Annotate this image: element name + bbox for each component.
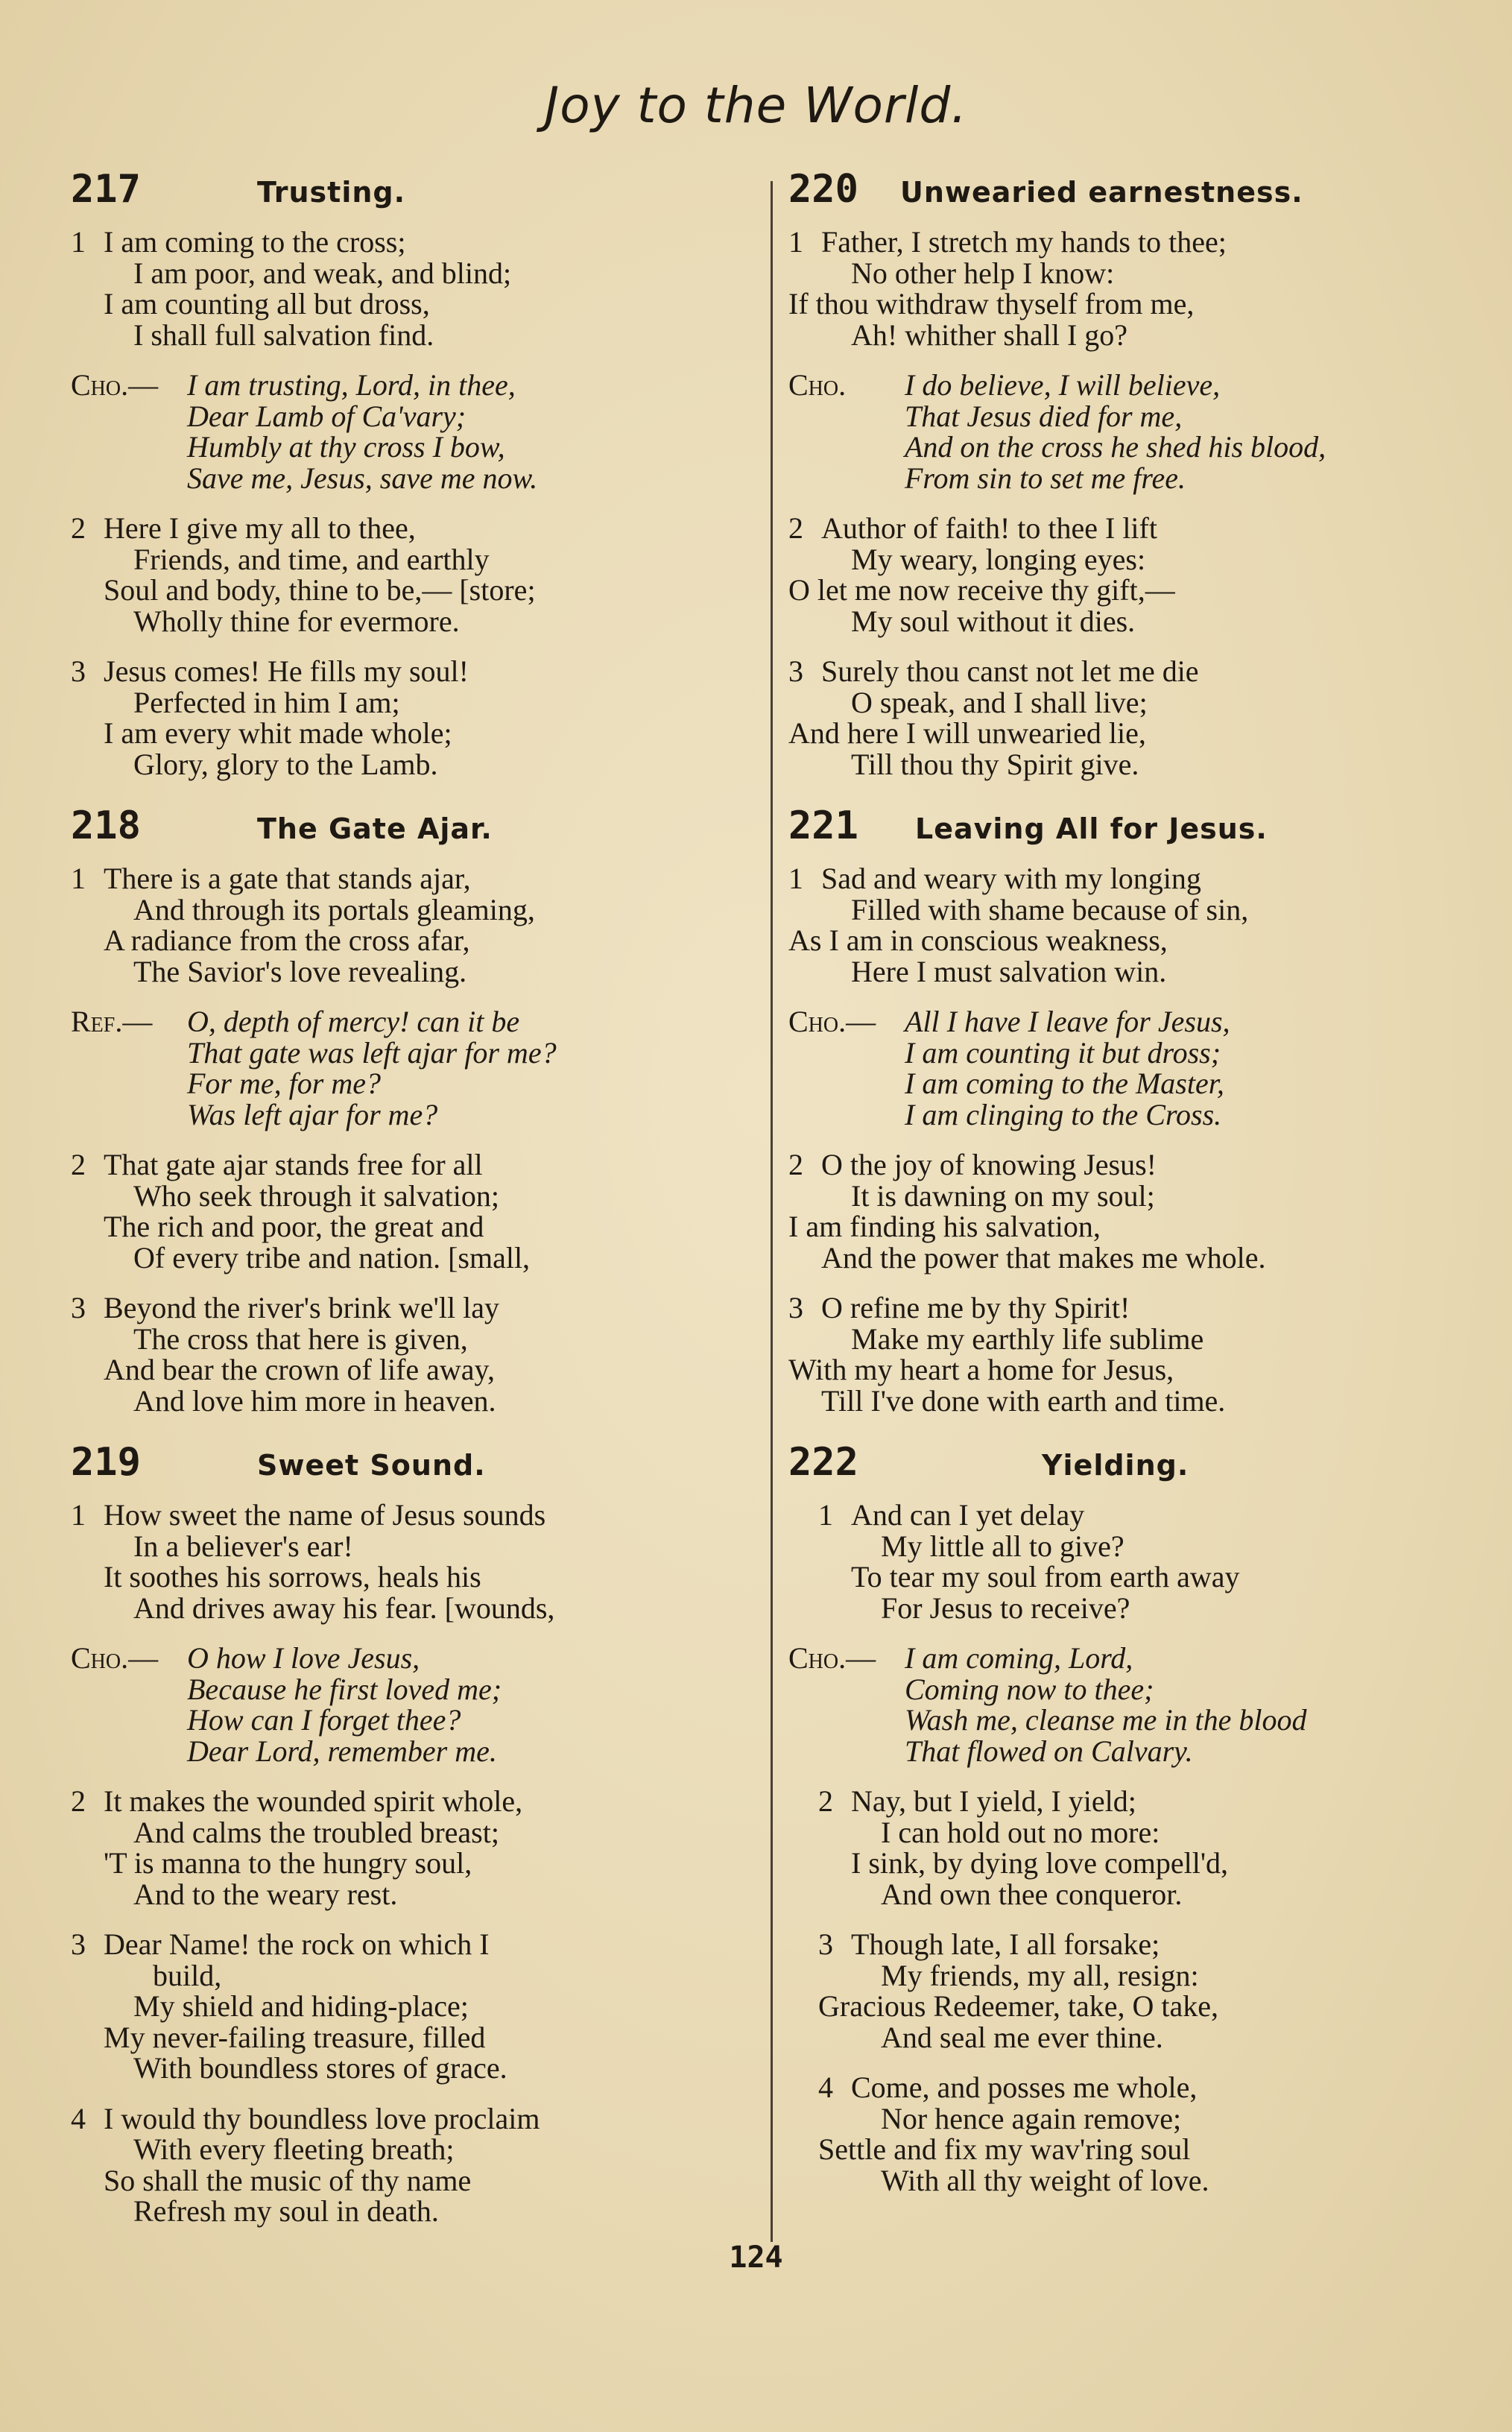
line-text: That gate ajar stands free for all [104, 1148, 483, 1181]
verse-line: Till I've done with earth and time. [821, 1383, 1226, 1418]
verse-line: How can I forget thee? [187, 1703, 461, 1737]
verse-line: And drives away his fear. [wounds, [133, 1591, 555, 1625]
verse-line: So shall the music of thy name [104, 2163, 472, 2197]
verse-line: My friends, my all, resign: [881, 1958, 1199, 1992]
line-text: O, depth of mercy! can it be [187, 1005, 520, 1038]
hymn-220 [788, 162, 1463, 780]
verse-line: That Jesus died for me, [905, 399, 1183, 433]
stanza-number: 1 [788, 225, 803, 259]
verse-line [788, 513, 1463, 544]
hymn-221 [788, 799, 1463, 1416]
hymn-number: 218 [71, 803, 141, 848]
chorus-label: Cho.— [71, 368, 159, 402]
stanza-1 [71, 863, 745, 987]
verse-line [71, 863, 745, 894]
verse-line: My never-failing treasure, filled [104, 2020, 486, 2054]
line-text: Nay, but I yield, I yield; [851, 1784, 1136, 1818]
verse-line: Wash me, cleanse me in the blood [905, 1703, 1307, 1737]
verse-line: I shall full salvation find. [133, 318, 434, 352]
verse-line: I am finding his salvation, [788, 1210, 1101, 1243]
hymn-header [71, 799, 745, 853]
line-text: Surely thou canst not let me die [821, 654, 1199, 688]
hymn-title: Yielding. [1042, 1449, 1189, 1482]
hymn-217 [71, 162, 745, 780]
line-text: Jesus comes! He fills my soul! [104, 654, 469, 688]
verse-line: Make my earthly life sublime [851, 1321, 1204, 1356]
hymn-header [788, 1435, 1463, 1489]
line-text: I am coming, Lord, [905, 1641, 1133, 1675]
stanza-3 [788, 1292, 1463, 1416]
verse-line: And here I will unwearied lie, [788, 716, 1146, 750]
stanza-number: 4 [71, 2101, 86, 2135]
stanza-3 [788, 1929, 1463, 2053]
chorus [71, 1643, 745, 1766]
chorus [788, 370, 1463, 493]
running-title: Joy to the World. [544, 77, 968, 134]
verse-line: And the power that makes me whole. [821, 1240, 1266, 1275]
stanza-number: 3 [71, 654, 86, 688]
verse-line: No other help I know: [851, 256, 1115, 290]
stanza-3 [788, 656, 1463, 780]
verse-line: Ah! whither shall I go? [851, 318, 1128, 352]
stanza-1 [788, 863, 1463, 987]
chorus-label: Cho. [788, 368, 847, 402]
verse-line: A radiance from the cross afar, [104, 923, 470, 957]
verse-line [788, 1006, 1463, 1037]
stanza-number: 3 [71, 1927, 86, 1961]
verse-line: Glory, glory to the Lamb. [133, 747, 438, 781]
verse-line: With all thy weight of love. [881, 2163, 1209, 2197]
stanza-1 [788, 227, 1463, 350]
chorus-label: Cho.— [788, 1005, 876, 1038]
verse-line: I can hold out no more: [881, 1815, 1160, 1849]
line-text: O refine me by thy Spirit! [821, 1291, 1130, 1324]
stanza-number: 3 [788, 654, 803, 688]
stanza-number: 1 [788, 862, 803, 895]
verse-line: Gracious Redeemer, take, O take, [818, 1989, 1219, 2023]
line-text: It makes the wounded spirit whole, [104, 1784, 523, 1818]
verse-line: With my heart a home for Jesus, [788, 1353, 1174, 1386]
line-text: O the joy of knowing Jesus! [821, 1148, 1157, 1181]
verse-line: My weary, longing eyes: [851, 542, 1146, 576]
verse-line: It is dawning on my soul; [851, 1178, 1155, 1213]
hymn-222 [788, 1435, 1463, 2196]
hymn-header [788, 799, 1463, 853]
verse-line: Dear Lamb of Ca'vary; [187, 399, 466, 433]
verse-line: With boundless stores of grace. [133, 2051, 507, 2085]
stanza-number: 1 [71, 862, 86, 895]
chorus [71, 370, 745, 493]
hymn-219 [71, 1435, 745, 2227]
verse-line: That gate was left ajar for me? [187, 1035, 557, 1070]
verse-line: Till thou thy Spirit give. [851, 747, 1139, 781]
verse-line: Because he first loved me; [187, 1672, 502, 1706]
hymn-header [71, 1435, 745, 1489]
verse-line: O let me now receive thy gift,— [788, 573, 1175, 607]
stanza-1 [788, 1500, 1463, 1623]
verse-line: Save me, Jesus, save me now. [187, 461, 538, 495]
verse-line [71, 1149, 745, 1181]
chorus [788, 1643, 1463, 1766]
verse-line: That flowed on Calvary. [905, 1734, 1193, 1768]
verse-line: Perfected in him I am; [133, 685, 400, 719]
verse-line [71, 513, 745, 544]
verse-line: The rich and poor, the great and [104, 1210, 484, 1243]
verse-line [818, 1500, 1463, 1531]
verse-line: And bear the crown of life away, [104, 1353, 495, 1386]
verse-line [71, 2103, 745, 2135]
line-text: O how I love Jesus, [187, 1641, 420, 1675]
line-text: I do believe, I will believe, [905, 368, 1221, 402]
stanza-2 [71, 1786, 745, 1910]
line-text: Dear Name! the rock on which I [104, 1927, 490, 1961]
verse-line: As I am in conscious weakness, [788, 923, 1168, 957]
line-text: Author of faith! to thee I lift [821, 511, 1157, 545]
verse-line: Coming now to thee; [905, 1672, 1154, 1706]
verse-line: Soul and body, thine to be,— [store; [104, 573, 536, 607]
stanza-3 [71, 1929, 745, 2084]
verse-line [71, 227, 745, 258]
page-number: 124 [729, 2240, 783, 2275]
verse-line: In a believer's ear! [133, 1529, 353, 1563]
line-text: Come, and posses me whole, [851, 2071, 1198, 2104]
verse-line: Humbly at thy cross I bow, [187, 430, 505, 464]
stanza-2 [788, 513, 1463, 637]
stanza-1 [71, 227, 745, 350]
verse-line [71, 1929, 745, 1960]
hymn-number: 220 [788, 167, 858, 212]
verse-line: I am every whit made whole; [104, 716, 452, 750]
stanza-number: 1 [71, 225, 86, 259]
verse-line: 'T is manna to the hungry soul, [104, 1846, 472, 1880]
hymn-title: Leaving All for Jesus. [915, 812, 1268, 845]
verse-line [788, 370, 1463, 401]
line-text: Here I give my all to thee, [104, 511, 416, 545]
right-column [788, 162, 1463, 2215]
refrain-label: Ref.— [71, 1005, 153, 1038]
hymn-title: The Gate Ajar. [257, 812, 493, 845]
chorus-label: Cho.— [71, 1641, 159, 1675]
chorus [788, 1006, 1463, 1130]
verse-line: And on the cross he shed his blood, [905, 430, 1326, 464]
verse-line: To tear my soul from earth away [851, 1560, 1240, 1594]
verse-line: It soothes his sorrows, heals his [104, 1560, 481, 1594]
stanza-3 [71, 656, 745, 780]
stanza-2 [788, 1149, 1463, 1273]
stanza-number: 3 [818, 1927, 833, 1961]
verse-line: And calms the troubled breast; [133, 1815, 499, 1849]
verse-line: I am poor, and weak, and blind; [133, 256, 512, 290]
line-text: How sweet the name of Jesus sounds [104, 1498, 546, 1532]
verse-line: And through its portals gleaming, [133, 892, 535, 926]
stanza-number: 2 [71, 1148, 86, 1181]
verse-line: I am counting all but dross, [104, 287, 430, 320]
hymn-number: 221 [788, 803, 858, 848]
chorus-label: Cho.— [788, 1641, 876, 1675]
verse-line: From sin to set me free. [905, 461, 1186, 495]
line-text: All I have I leave for Jesus, [905, 1005, 1230, 1038]
left-column [71, 162, 745, 2246]
stanza-3 [71, 1292, 745, 1416]
stanza-number: 2 [71, 1784, 86, 1818]
verse-line: Who seek through it salvation; [133, 1178, 500, 1213]
hymn-number: 217 [71, 167, 141, 212]
verse-line [788, 1643, 1463, 1674]
line-text: I am coming to the cross; [104, 225, 406, 259]
verse-line: My soul without it dies. [851, 604, 1136, 638]
verse-line: Of every tribe and nation. [small, [133, 1240, 531, 1275]
stanza-2 [71, 1149, 745, 1273]
verse-line [788, 227, 1463, 258]
verse-line: The cross that here is given, [133, 1321, 468, 1356]
verse-line: Nor hence again remove; [881, 2101, 1182, 2135]
verse-line: The Savior's love revealing. [133, 954, 467, 988]
line-text: There is a gate that stands ajar, [104, 862, 471, 895]
verse-line [71, 1786, 745, 1817]
line-text: Though late, I all forsake; [851, 1927, 1160, 1961]
stanza-number: 2 [788, 511, 803, 545]
stanza-number: 4 [818, 2071, 833, 2104]
verse-line [818, 2072, 1463, 2103]
verse-line: For me, for me? [187, 1067, 381, 1100]
verse-line [71, 1500, 745, 1531]
line-text: Sad and weary with my longing [821, 862, 1201, 895]
verse-line: And to the weary rest. [133, 1877, 398, 1911]
verse-line [71, 656, 745, 687]
stanza-number: 3 [788, 1291, 803, 1324]
hymn-header [788, 162, 1463, 216]
line-text: I would thy boundless love proclaim [104, 2101, 540, 2135]
verse-line [71, 370, 745, 401]
verse-line: I am clinging to the Cross. [905, 1097, 1222, 1131]
stanza-number: 2 [788, 1148, 803, 1181]
stanza-4 [71, 2103, 745, 2227]
verse-line: Here I must salvation win. [851, 954, 1167, 988]
verse-line: I sink, by dying love compell'd, [851, 1846, 1229, 1880]
verse-line [71, 1292, 745, 1324]
stanza-number: 2 [818, 1784, 833, 1818]
verse-line: I am counting it but dross; [905, 1035, 1221, 1070]
verse-line: And own thee conqueror. [881, 1877, 1183, 1911]
hymn-title: Trusting. [257, 176, 406, 209]
verse-line: My little all to give? [881, 1529, 1124, 1563]
verse-line: Friends, and time, and earthly [133, 542, 490, 576]
hymn-number: 222 [788, 1440, 858, 1485]
hymn-218 [71, 799, 745, 1416]
verse-line: For Jesus to receive? [881, 1591, 1130, 1625]
line-text: I am trusting, Lord, in thee, [187, 368, 516, 402]
verse-line: Refresh my soul in death. [133, 2194, 439, 2228]
verse-line: Wholly thine for evermore. [133, 604, 460, 638]
stanza-2 [71, 513, 745, 637]
refrain [71, 1006, 745, 1130]
verse-line [71, 1006, 745, 1037]
stanza-number: 1 [71, 1498, 86, 1532]
verse-line: O speak, and I shall live; [851, 685, 1148, 719]
hymn-title: Sweet Sound. [257, 1449, 486, 1482]
verse-line [788, 656, 1463, 687]
verse-line: Was left ajar for me? [187, 1097, 438, 1131]
verse-line: Settle and fix my wav'ring soul [818, 2132, 1191, 2166]
line-text: Beyond the river's brink we'll lay [104, 1291, 499, 1324]
column-divider [771, 181, 773, 2242]
verse-line [818, 1929, 1463, 1960]
hymn-number: 219 [71, 1440, 141, 1485]
verse-line: If thou withdraw thyself from me, [788, 287, 1195, 320]
hymn-header [71, 162, 745, 216]
line-text: And can I yet delay [851, 1498, 1085, 1532]
verse-line: And seal me ever thine. [881, 2020, 1163, 2054]
stanza-number: 2 [71, 511, 86, 545]
verse-line [788, 863, 1463, 894]
line-text: Father, I stretch my hands to thee; [821, 225, 1227, 259]
stanza-1 [71, 1500, 745, 1623]
verse-line: With every fleeting breath; [133, 2132, 455, 2166]
verse-line: Filled with shame because of sin, [851, 892, 1249, 926]
stanza-2 [788, 1786, 1463, 1910]
stanza-number: 1 [818, 1498, 833, 1532]
verse-line: I am coming to the Master, [905, 1067, 1224, 1100]
verse-line [788, 1292, 1463, 1324]
stanza-4 [788, 2072, 1463, 2196]
verse-line [818, 1786, 1463, 1817]
verse-line: Dear Lord, remember me. [187, 1734, 497, 1768]
verse-line: My shield and hiding-place; [133, 1989, 469, 2023]
verse-line [788, 1149, 1463, 1181]
stanza-number: 3 [71, 1291, 86, 1324]
verse-line: And love him more in heaven. [133, 1383, 496, 1418]
hymn-title: Unwearied earnestness. [900, 176, 1303, 209]
verse-line: build, [153, 1958, 222, 1992]
verse-line [71, 1643, 745, 1674]
